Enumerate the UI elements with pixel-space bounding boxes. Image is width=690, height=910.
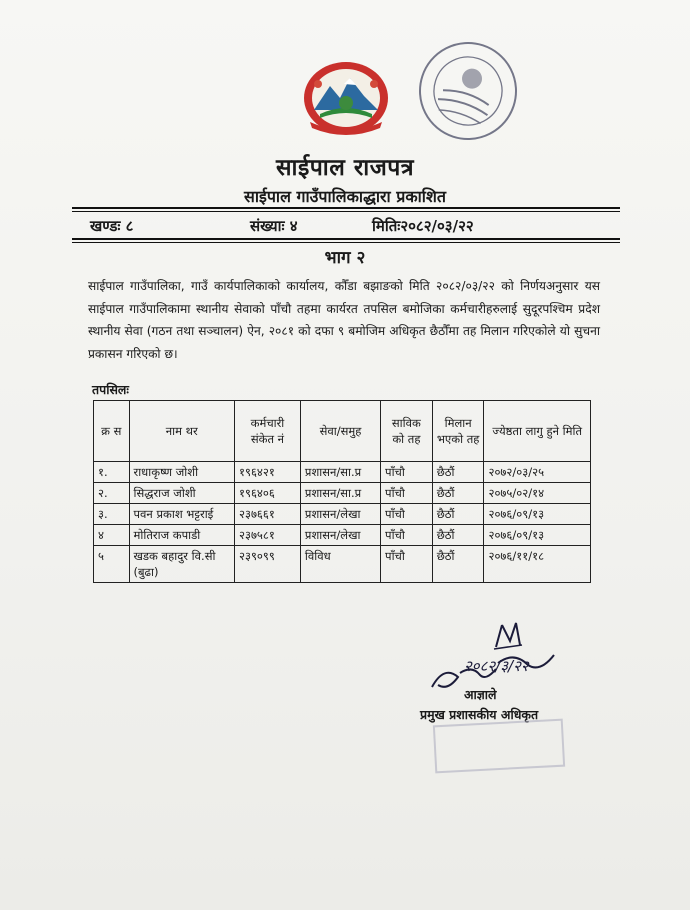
table-row [94,483,591,504]
cell-sn: ४ [94,525,130,546]
table-row [94,462,591,483]
divider-top-inner [72,211,620,212]
cell-prev-level: पाँचौ [381,504,433,525]
cell-date: २०७६/०९/१३ [484,525,591,546]
name-stamp-icon [433,719,565,774]
cell-code: २३७६६१ [234,504,300,525]
cell-new-level: छैठौं [432,546,484,583]
officer-title: प्रमुख प्रशासकीय अधिकृत [420,707,539,722]
signature-icon [424,615,574,695]
divider-bottom [72,238,620,240]
table-row [94,504,591,525]
table-row [94,546,591,583]
cell-sn: २. [94,483,130,504]
divider-top [72,207,620,209]
cell-prev-level: पाँचौ [381,525,433,546]
miti-label: मितिः२०८२/०३/२२ [372,217,474,235]
cell-prev-level: पाँचौ [381,462,433,483]
header-new-level: मिलान भएको तह [432,401,484,462]
header-date: ज्येष्ठता लागु हुने मिति [484,401,591,462]
cell-new-level: छैठौं [432,483,484,504]
divider-bottom-inner [72,242,620,243]
header-code: कर्मचारी संकेत नं [234,401,300,462]
gazette-subtitle: साईपाल गाउँपालिकाद्धारा प्रकाशित [244,187,446,206]
cell-new-level: छैठौं [432,462,484,483]
cell-service: प्रशासन/सा.प्र [300,483,380,504]
header-sn: क्र स [94,401,130,462]
cell-prev-level: पाँचौ [381,483,433,504]
staff-table [93,400,591,583]
cell-name: पवन प्रकाश भट्टराई [129,504,234,525]
cell-new-level: छैठौं [432,525,484,546]
cell-sn: ५ [94,546,130,583]
cell-service: प्रशासन/सा.प्र [300,462,380,483]
header-service: सेवा/समुह [300,401,380,462]
municipal-seal-icon [414,38,522,144]
khanda-label: खण्डः ८ [90,217,134,235]
signature-date-text: २०८२/३/२२ [464,657,529,675]
gazette-title: साईपाल राजपत्र [275,155,415,181]
cell-prev-level: पाँचौ [381,546,433,583]
cell-name: राधाकृष्ण जोशी [129,462,234,483]
cell-service: प्रशासन/लेखा [300,504,380,525]
cell-name: मोतिराज कपाडी [129,525,234,546]
cell-code: १९६४०६ [234,483,300,504]
cell-new-level: छैठौं [432,504,484,525]
header-name: नाम थर [129,401,234,462]
cell-date: २०७५/०२/१४ [484,483,591,504]
cell-name: सिद्धराज जोशी [129,483,234,504]
cell-code: २३७५८१ [234,525,300,546]
cell-sn: ३. [94,504,130,525]
tapsil-label: तपसिलः [92,382,129,397]
header-prev-level: साविक को तह [381,401,433,462]
sankhya-label: संख्याः ४ [250,217,298,235]
part-heading: भाग २ [324,248,366,268]
cell-sn: १. [94,462,130,483]
table-header-row [94,401,591,462]
cell-code: १९६४२१ [234,462,300,483]
notice-body: साईपाल गाउँपालिका, गाउँ कार्यपालिकाको कार्यालय, कौँडा बझाङको मिति २०८२/०३/२२ को निर्णयअनुसार यस साईपाल गाउँपालिकामा स्थानीय सेवाको पाँचौ तहमा कार्यरत तपसिल बमोजिका कर्मचारीहरुलाई सुदूरपश्चिम प्रदेश स्थानीय सेवा (गठन तथा सञ्चालन) ऐन, २०८१ को दफा ९ बमोजिम अधिकृत छैठौँमा तह मिलान गरिएकोले यो सुचना प्रकासन गरिएको छ। [88,279,600,361]
cell-date: २०७६/०९/१३ [484,504,591,525]
order-label: आज्ञाले [464,687,497,702]
cell-name: खडक बहादुर वि.सी (बुढा) [129,546,234,583]
cell-code: २३९०९९ [234,546,300,583]
cell-service: विविध [300,546,380,583]
cell-service: प्रशासन/लेखा [300,525,380,546]
cell-date: २०७२/०३/२५ [484,462,591,483]
cell-date: २०७६/११/१८ [484,546,591,583]
nepal-emblem-icon [300,58,392,136]
table-row [94,525,591,546]
